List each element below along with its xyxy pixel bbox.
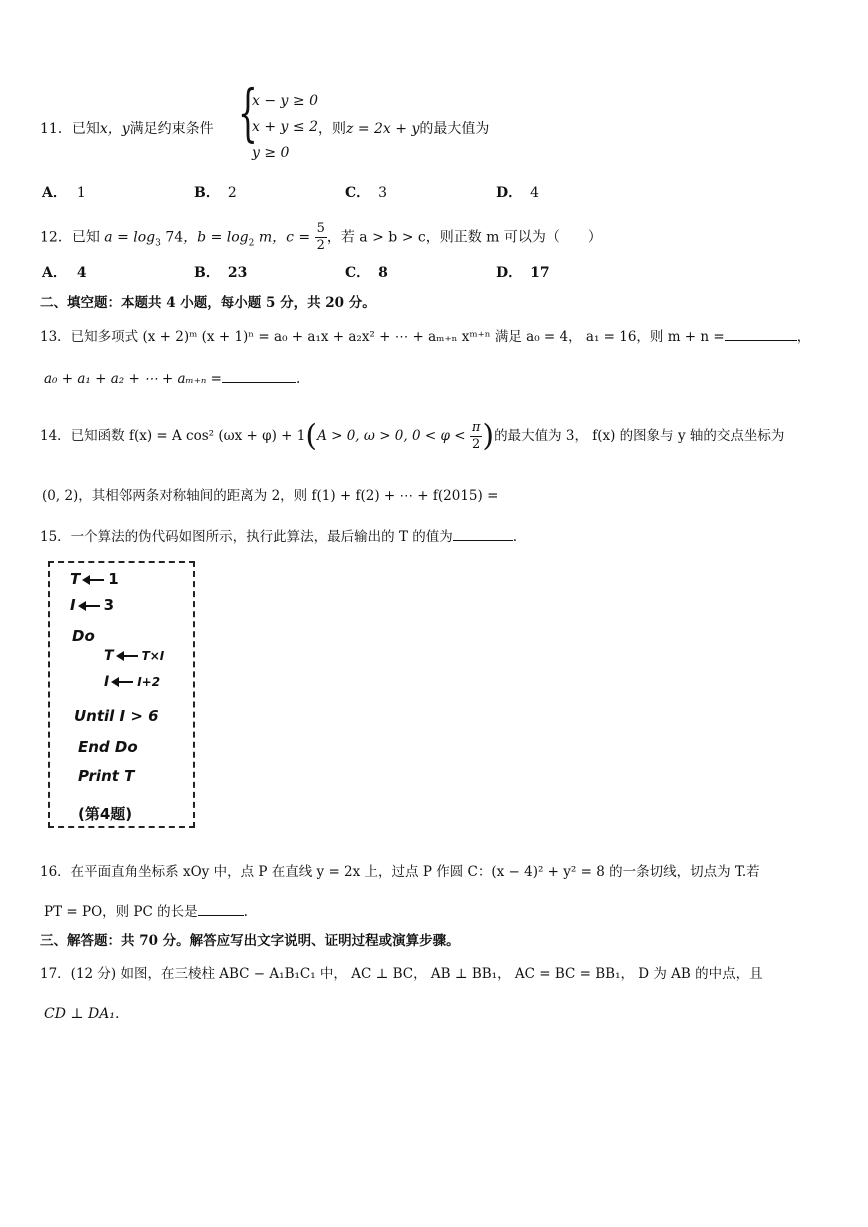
answer-blank [725, 340, 797, 341]
q14-pi-fraction [470, 420, 483, 453]
q15-stem [40, 525, 517, 545]
q11-vars: x，y [99, 121, 130, 137]
q13-line2 [44, 371, 300, 387]
q15-text: 15．一个算法的伪代码如图所示，执行此算法，最后输出的 T 的值为 [40, 529, 453, 545]
q14-text: 14．已知函数 f(x) = A cos² (ωx + φ) + 1 [40, 428, 306, 444]
q12-c-expr: ，c = [272, 229, 311, 246]
code-rhs: 1 [108, 570, 119, 588]
q12-b-sub: 2 [248, 238, 255, 249]
q11-prefix: 11．已知 [40, 121, 100, 137]
q12-a-sub: 3 [155, 238, 161, 249]
q12-option-a [42, 262, 87, 282]
q13-punct: ， [796, 329, 811, 345]
q11-constraint: y ≥ 0 [252, 145, 290, 161]
fraction-denominator: 2 [471, 437, 481, 452]
option-label: D． [496, 185, 523, 201]
q11-constraint: x + y ≤ 2 [252, 119, 318, 135]
q15-punct: . [512, 529, 518, 545]
q11-suffix-b: 的最大值为 [419, 121, 490, 137]
code-line-4 [104, 648, 164, 664]
q11-suffix-a: ，则 [318, 121, 346, 137]
option-label: C． [345, 265, 371, 281]
q11-option-a [42, 182, 86, 202]
q16-punct: . [243, 904, 248, 920]
q11-option-d [496, 182, 539, 202]
section-2-heading: 二、填空题：本题共 4 小题，每小题 5 分，共 20 分。 [40, 295, 376, 311]
code-rhs: I+2 [137, 675, 161, 689]
q11-option-c [345, 182, 387, 202]
code-lhs: I [104, 674, 110, 690]
answer-blank [453, 540, 513, 541]
q11-expr: z = 2x + y [346, 121, 420, 137]
q12-b-expr: ，b = log [183, 229, 249, 246]
q12-c-fraction [315, 221, 327, 254]
q14-line1 [40, 420, 784, 453]
section-3-heading: 三、解答题：共 70 分。解答应写出文字说明、证明过程或演算步骤。 [40, 933, 460, 949]
q12-b-arg: m [258, 229, 273, 246]
q13-text: 13．已知多项式 (x + 2)ᵐ (x + 1)ⁿ = a₀ + a₁x + a₂x² + ⋯ + aₘ₊ₙ xᵐ⁺ⁿ 满足 a₀ = 4， a₁ = 16，则 m + n = [40, 329, 725, 345]
q11-tail [318, 118, 489, 138]
option-value: 8 [378, 265, 388, 281]
code-line-3: Do [72, 627, 95, 645]
q12-condition: ，若 a > b > c，则正数 m 可以为（ ） [326, 229, 602, 246]
code-lhs: T [104, 648, 114, 664]
code-lhs: T [70, 570, 81, 588]
option-value: 23 [227, 265, 248, 281]
option-value: 1 [76, 185, 86, 201]
q17-line2: CD ⊥ DA₁. [44, 1006, 120, 1022]
q17-line1: 17．(12 分) 如图，在三棱柱 ABC − A₁B₁C₁ 中， AC ⊥ BC， AB ⊥ BB₁， AC = BC = BB₁， D 为 AB 的中点，且 [40, 966, 763, 982]
code-rhs: 3 [103, 596, 115, 614]
code-line-7: End Do [78, 738, 138, 756]
option-value: 17 [530, 265, 550, 281]
option-value: 4 [530, 185, 540, 201]
q11-brace: { [238, 76, 258, 149]
option-label: A． [42, 265, 67, 281]
code-line-1 [70, 570, 119, 588]
assign-arrow-icon [113, 681, 133, 683]
code-lhs: I [70, 596, 76, 614]
q11-mid: 满足约束条件 [129, 121, 214, 137]
q12-option-b [194, 262, 247, 282]
figure-caption: (第4题) [78, 805, 133, 823]
code-line-2 [70, 596, 114, 614]
right-paren: ) [482, 418, 495, 454]
left-paren: ( [305, 418, 318, 454]
q13-punct: . [296, 371, 301, 387]
option-label: B． [194, 185, 220, 201]
q16-line1: 16．在平面直角坐标系 xOy 中，点 P 在直线 y = 2x 上，过点 P 作圆 C：(x − 4)² + y² = 8 的一条切线，切点为 T.若 [40, 864, 760, 880]
q14-line2: (0, 2)，其相邻两条对称轴间的距离为 2，则 f(1) + f(2) + ⋯ + f(2015) = [42, 488, 499, 504]
option-label: C． [345, 185, 371, 201]
option-value: 2 [227, 185, 237, 201]
option-label: A． [42, 185, 67, 201]
assign-arrow-icon [84, 579, 104, 581]
code-line-8: Print T [78, 767, 135, 785]
q12-option-d [496, 262, 550, 282]
code-line-6: Until I > 6 [74, 707, 159, 725]
assign-arrow-icon [118, 655, 138, 657]
code-line-5 [104, 674, 160, 690]
q13-line1 [40, 325, 810, 345]
assign-arrow-icon [80, 605, 100, 607]
fraction-numerator: π [471, 420, 481, 435]
q11-option-b [194, 182, 237, 202]
option-value: 4 [76, 265, 87, 281]
q12-option-c [345, 262, 388, 282]
q11-constraint: x − y ≥ 0 [252, 93, 318, 109]
fraction-denominator: 2 [316, 238, 325, 253]
code-rhs: T×I [141, 649, 165, 663]
option-label: B． [194, 265, 220, 281]
option-value: 3 [378, 185, 388, 201]
q13-text: a₀ + a₁ + a₂ + ⋯ + aₘ₊ₙ = [44, 371, 222, 387]
q16-text: PT = PO，则 PC 的长是 [44, 904, 198, 920]
q12-a-expr: a = log [104, 229, 156, 246]
q14-text: 的最大值为 3， f(x) 的图象与 y 轴的交点坐标为 [494, 428, 785, 444]
q14-condition: A > 0, ω > 0, 0 < φ < [317, 428, 466, 444]
answer-blank [222, 382, 296, 383]
fraction-numerator: 5 [316, 221, 325, 236]
q11-constraints [252, 88, 318, 166]
q16-line2 [44, 900, 248, 920]
option-label: D． [496, 265, 523, 281]
q12-stem [40, 221, 602, 254]
q12-prefix: 12．已知 [40, 229, 100, 246]
q12-a-arg: 74 [165, 229, 184, 246]
answer-blank [198, 915, 244, 916]
q11-stem [40, 118, 214, 138]
